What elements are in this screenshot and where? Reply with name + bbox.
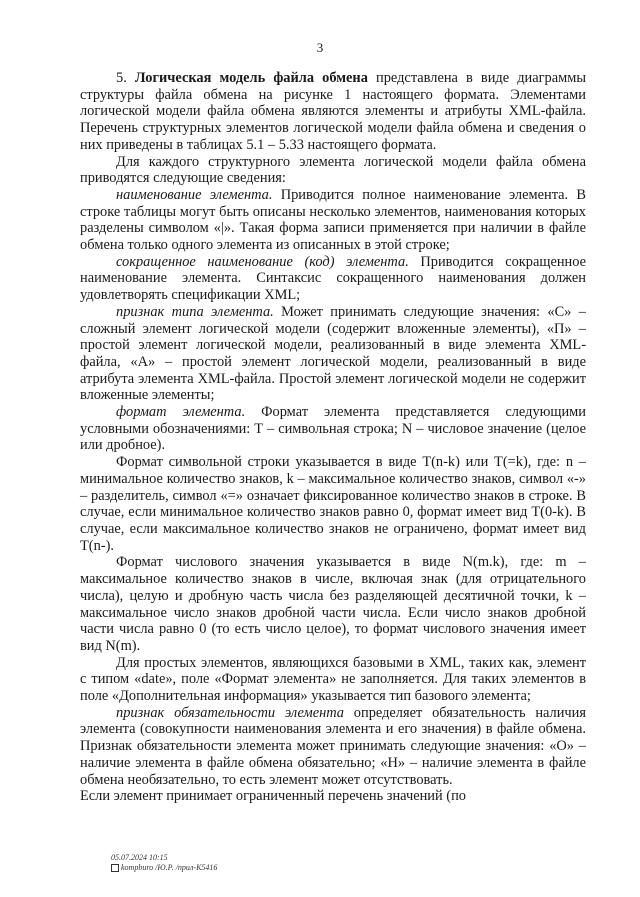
document-icon [111, 864, 119, 872]
paragraph-string-format: Формат символьной строки указывается в виде Т(n-k) или Т(=k), где: n – минимальное количество знаков, k – максимальное количество знаков, символ «-» – разделитель, символ «=» означает фиксированное количество знаков в строке. В случае, если минимальное количество знаков равно 0, формат имеет вид Т(0-k). В случае, если максимальное количество знаков не ограничено, формат имеет вид Т(n-). [80, 454, 586, 554]
print-path-text: kompburo /Ю.Р. /прил-К5416 [121, 863, 218, 872]
document-body [80, 70, 586, 805]
paragraph-element-type [80, 304, 586, 404]
paragraph-number-format: Формат числового значения указывается в виде N(m.k), где: m – максимальное количество знаков в числе, включая знак (для отрицательного числа), целую и дробную часть числа без разделяющей десятичной точки, k – максимальное число знаков дробной части числа. Если число знаков дробной части числа равно 0 (то есть число целое), то формат числового значения имеет вид N(m). [80, 554, 586, 654]
paragraph-short-name [80, 254, 586, 304]
section-heading: Логическая модель файла обмена [134, 70, 368, 86]
print-timestamp: 05.07.2024 10:15 [111, 853, 168, 862]
paragraph-text: Формат элемента представляется следующими условными обозначениями: Т – символьная строка; N – числовое значение (целое или дробное). [80, 404, 586, 454]
print-path [111, 863, 217, 873]
paragraph-intro: Для каждого структурного элемента логической модели файла обмена приводятся следующие сведения: [80, 153, 586, 187]
paragraph-text: представлена в виде диаграммы структуры файла обмена на рисунке 1 настоящего формата. Элементами логической модели файла обмена являются элементы и атрибуты XML-файла. Перечень структурных элементов логической модели файла обмена и сведения о них приведены в таблицах 5.1 – 5.33 настоящего формата. [80, 70, 586, 153]
paragraph-text: определяет обязательность наличия элемента (совокупности наименования элемента и его значения) в файле обмена. Признак обязательности элемента может принимать следующие значения: «О» – наличие элемента в файле обмена обязательно; «Н» – наличие элемента в файле обмена необязательно, то есть элемент может отсутствовать. [80, 704, 586, 788]
term: наименование элемента. [116, 186, 273, 203]
term: признак обязательности элемента [116, 704, 344, 721]
term: признак типа элемента. [116, 303, 274, 320]
paragraph-mandatory [80, 705, 586, 789]
paragraph-element-name [80, 187, 586, 254]
paragraph-continued: Если элемент принимает ограниченный перечень значений (по [80, 788, 466, 805]
paragraph-text: Приводится сокращенное наименование элемента. Синтаксис сокращенного наименования должен удовлетворять спецификации XML; [80, 253, 586, 304]
page-number: 3 [316, 40, 324, 55]
paragraph-element-format [80, 404, 586, 454]
paragraph-text: Может принимать следующие значения: «С» – сложный элемент логической модели (содержит вложенные элементы), «П» – простой элемент логической модели, реализованный в виде элемента XML-файла, «А» – простой элемент логической модели, реализованный в виде атрибута элемента XML-файла. Простой элемент логической модели не содержит вложенные элементы; [80, 303, 586, 404]
paragraph-text: Приводится полное наименование элемента. В строке таблицы могут быть описаны несколько элементов, наименования которых разделены символом «|». Такая форма записи применяется при наличии в файле обмена только одного элемента из описанных в этой строке; [80, 186, 586, 254]
term: сокращенное наименование (код) элемента. [116, 253, 409, 270]
paragraph-base-types: Для простых элементов, являющихся базовыми в XML, таких как, элемент с типом «date», поле «Формат элемента» не заполняется. Для таких элементов в поле «Дополнительная информация» указывается тип базового элемента; [80, 654, 586, 705]
term: формат элемента. [116, 404, 246, 421]
print-footer [111, 853, 217, 873]
section-number: 5. [116, 70, 135, 86]
paragraph-logical-model [80, 70, 586, 154]
